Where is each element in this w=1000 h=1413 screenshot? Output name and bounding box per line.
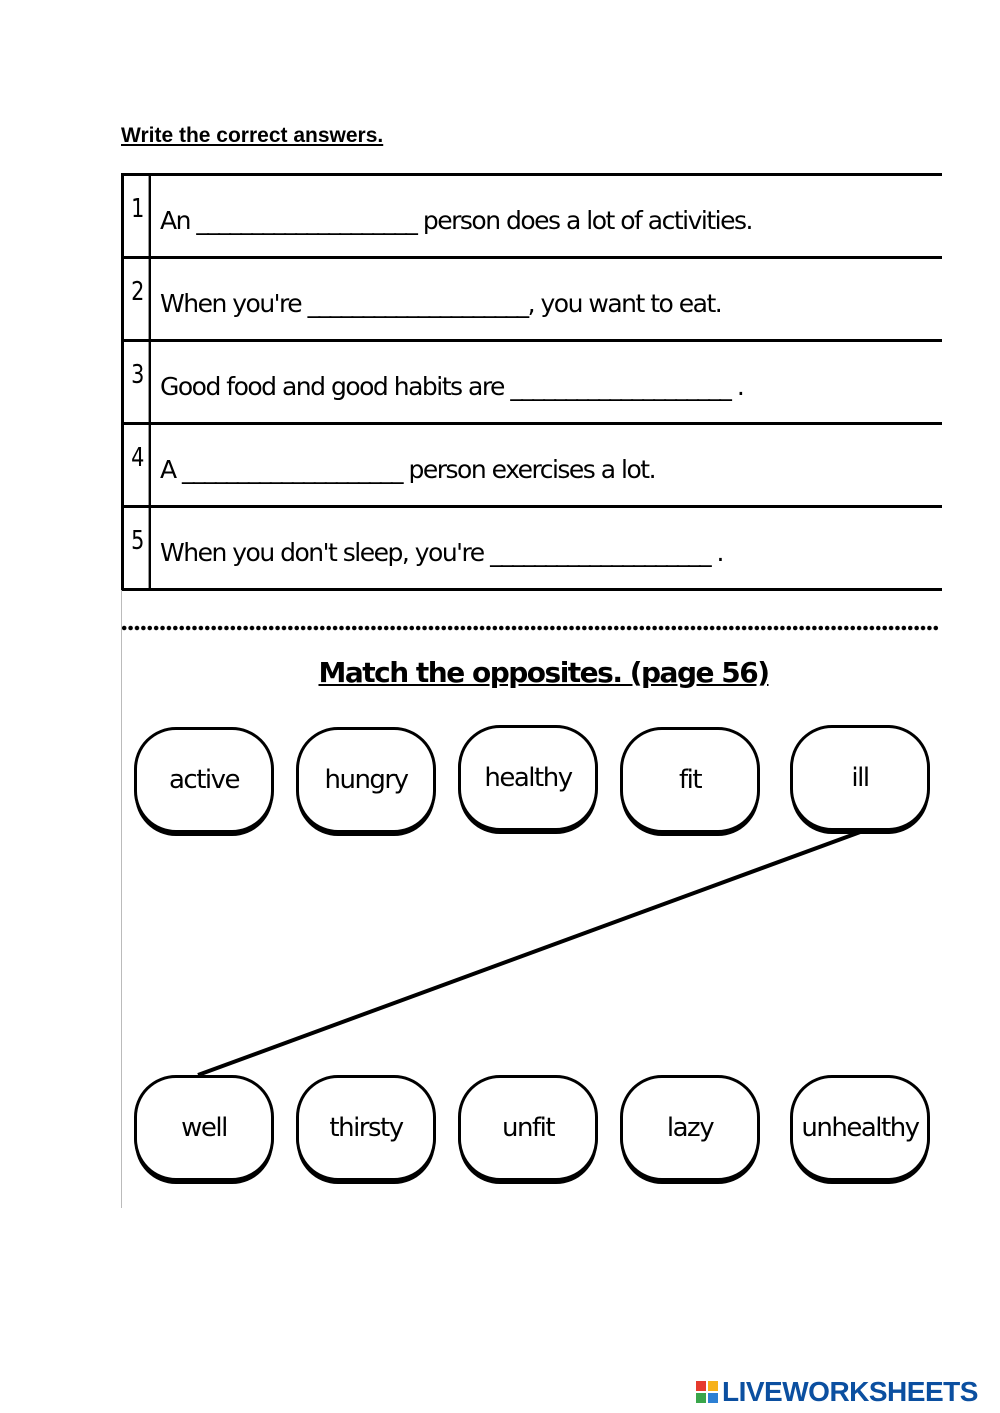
question-number: 5 [127,508,151,588]
bottom-word-pill[interactable]: unfit [458,1075,598,1181]
bottom-word-pill[interactable]: well [134,1075,274,1181]
question-row [124,342,942,425]
bottom-word-pill[interactable]: lazy [620,1075,760,1181]
liveworksheets-logo[interactable] [696,1376,978,1408]
logo-text: LIVEWORKSHEETS [722,1376,978,1407]
question-text[interactable]: A ____________________ person exercises a lot. [160,455,656,484]
question-row [124,508,942,591]
question-row [124,176,942,259]
question-text[interactable]: An ____________________ person does a lot of activities. [160,206,752,235]
exercise1-title: Write the correct answers. [121,124,384,147]
question-number: 2 [127,259,151,339]
top-word-pill[interactable]: hungry [296,727,436,833]
dotted-divider [121,624,939,632]
bottom-word-pill[interactable]: unhealthy [790,1075,930,1181]
question-number: 4 [127,425,151,505]
question-text[interactable]: When you don't sleep, you're ____________________ . [160,538,724,567]
match-line-ill-well[interactable] [198,831,863,1075]
question-text[interactable]: Good food and good habits are ____________________ . [160,372,744,401]
top-word-pill[interactable]: fit [620,727,760,833]
top-word-pill[interactable]: active [134,727,274,833]
question-row [124,425,942,508]
top-word-pill[interactable]: healthy [458,725,598,831]
bottom-word-pill[interactable]: thirsty [296,1075,436,1181]
exercise2-title: Match the opposites. (page 56) [318,656,769,689]
question-number: 1 [127,176,151,256]
question-number: 3 [127,342,151,422]
question-row [124,259,942,342]
top-word-pill[interactable]: ill [790,725,930,831]
questions-table [121,173,942,591]
question-text[interactable]: When you're ____________________, you want to eat. [160,289,722,318]
logo-icon [696,1381,718,1403]
